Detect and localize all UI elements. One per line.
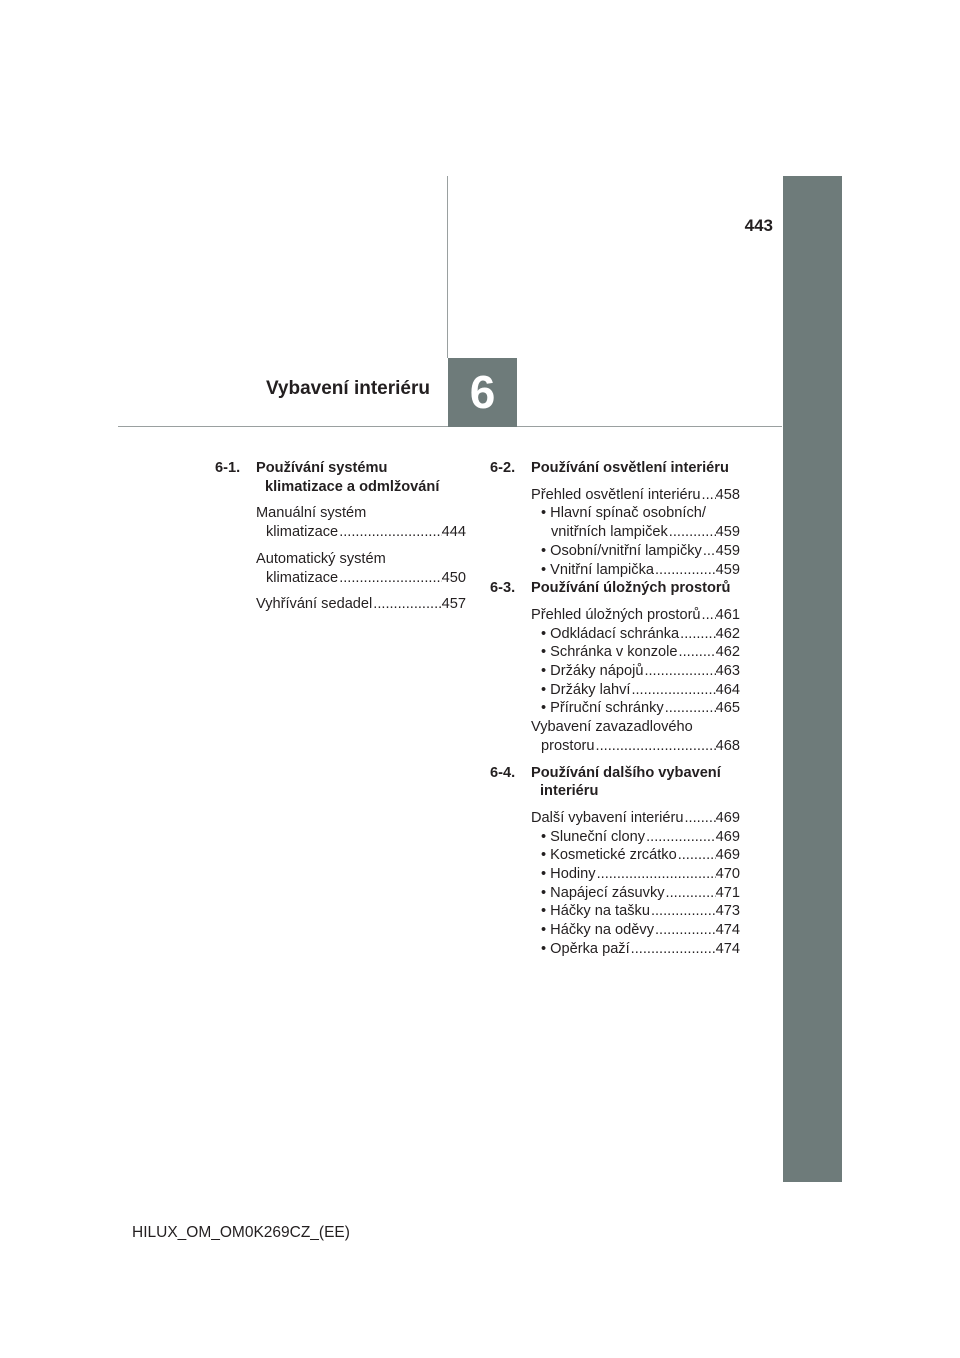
section-number: 6-3. <box>490 580 516 597</box>
section-title-line2: klimatizace a odmlžování <box>265 478 440 495</box>
toc-bullet-item[interactable] <box>531 681 740 700</box>
entry-label: Přehled úložných prostorů <box>531 606 701 623</box>
chapter-side-tab <box>783 176 842 1182</box>
bullet-page: 462 <box>715 625 740 642</box>
toc-bullet-item[interactable] <box>531 699 740 718</box>
entry-page: 457 <box>441 596 466 613</box>
section-number: 6-2. <box>490 460 516 476</box>
chapter-number-box: 6 <box>448 358 517 427</box>
toc-bullet-item[interactable] <box>531 561 740 580</box>
bullet-page: 463 <box>715 663 740 680</box>
entry-page: 461 <box>715 606 740 623</box>
toc-section-heading[interactable] <box>215 459 466 496</box>
entry-label: Další vybavení interiéru <box>531 809 684 826</box>
entry-label-line1: Manuální systém <box>256 505 367 522</box>
dot-leader <box>679 625 715 644</box>
bullet-label: • Napájecí zásuvky <box>541 884 665 901</box>
bullet-label: • Držáky nápojů <box>541 663 644 680</box>
bullet-page: 469 <box>715 847 740 864</box>
toc-entry[interactable] <box>531 718 740 755</box>
section-title-line1: Používání dalšího vybavení <box>531 764 721 781</box>
bullet-page: 469 <box>715 828 740 845</box>
toc-right-column <box>490 459 740 959</box>
section-title: Používání osvětlení interiéru <box>531 460 729 476</box>
section-title-line1: Používání systému <box>256 460 388 476</box>
dot-leader <box>702 542 716 561</box>
toc-bullet-item[interactable] <box>531 884 740 903</box>
toc-section-heading[interactable] <box>490 459 740 478</box>
bullet-label: • Schránka v konzole <box>541 644 678 661</box>
bullet-page: 474 <box>715 922 740 939</box>
entry-page: 450 <box>441 569 466 586</box>
dot-leader <box>595 737 716 756</box>
section-title: Používání úložných prostorů <box>531 580 731 597</box>
bullet-label: • Háčky na tašku <box>541 903 650 920</box>
toc-bullet-list <box>531 625 740 719</box>
dot-leader <box>338 523 441 542</box>
toc-bullet-item[interactable] <box>531 865 740 884</box>
chapter-title: Vybavení interiéru <box>265 378 430 399</box>
bullet-page: 459 <box>715 561 740 578</box>
entry-label-line2: prostoru <box>541 737 595 754</box>
toc-left-column <box>215 459 466 622</box>
dot-leader <box>643 662 715 681</box>
dot-leader <box>684 809 716 828</box>
toc-section-heading[interactable] <box>490 579 740 598</box>
header-vertical-rule <box>447 176 448 358</box>
entry-label-line1: Automatický systém <box>256 550 386 567</box>
bullet-label: • Opěrka paží <box>541 940 630 957</box>
entry-label: Přehled osvětlení interiéru <box>531 486 701 503</box>
toc-bullet-item[interactable] <box>531 940 740 959</box>
dot-leader <box>664 699 716 718</box>
bullet-page: 465 <box>715 700 740 717</box>
entry-label-line2: klimatizace <box>266 569 339 586</box>
page-number: 443 <box>744 216 773 235</box>
section-title-line2: interiéru <box>540 783 599 800</box>
bullet-page: 459 <box>715 542 740 559</box>
section-number: 6-4. <box>490 764 516 781</box>
toc-bullet-item[interactable] <box>531 921 740 940</box>
bullet-page: 470 <box>715 866 740 883</box>
bullet-label: • Sluneční clony <box>541 828 646 845</box>
bullet-label: • Vnitřní lampička <box>541 561 654 578</box>
dot-leader <box>677 846 716 865</box>
dot-leader <box>668 523 716 542</box>
bullet-page: 471 <box>715 884 740 901</box>
toc-bullet-item[interactable] <box>531 542 740 561</box>
toc-entry[interactable] <box>256 550 466 587</box>
bullet-page: 474 <box>715 940 740 957</box>
dot-leader <box>678 643 716 662</box>
toc-entry[interactable] <box>256 595 466 614</box>
entry-page: 458 <box>715 486 740 503</box>
toc-entry[interactable] <box>531 486 740 505</box>
dot-leader <box>630 681 715 700</box>
bullet-label: • Příruční schránky <box>541 700 664 717</box>
entry-page: 444 <box>441 524 466 541</box>
bullet-label: • Kosmetické zrcátko <box>541 847 677 864</box>
bullet-label-line2: vnitřních lampiček <box>551 524 668 541</box>
bullet-page: 459 <box>715 524 740 541</box>
bullet-page: 473 <box>715 903 740 920</box>
dot-leader <box>701 486 716 505</box>
dot-leader <box>650 902 716 921</box>
bullet-page: 464 <box>715 681 740 698</box>
toc-bullet-item[interactable] <box>531 902 740 921</box>
toc-bullet-item[interactable] <box>531 662 740 681</box>
dot-leader <box>338 569 441 588</box>
entry-label-line2: klimatizace <box>266 524 339 541</box>
bullet-label-line1: • Hlavní spínač osobních/ <box>541 505 706 522</box>
section-number: 6-1. <box>215 460 241 476</box>
dot-leader <box>665 884 716 903</box>
dot-leader <box>645 828 716 847</box>
toc-entry[interactable] <box>531 606 740 625</box>
dot-leader <box>654 561 716 580</box>
toc-bullet-item[interactable] <box>531 625 740 644</box>
toc-entry[interactable] <box>256 504 466 541</box>
footer-document-code: HILUX_OM_OM0K269CZ_(EE) <box>132 1224 350 1241</box>
bullet-label: • Háčky na oděvy <box>541 922 654 939</box>
entry-label-line1: Vybavení zavazadlového <box>531 719 693 736</box>
bullet-label: • Odkládací schránka <box>541 625 680 642</box>
dot-leader <box>372 595 441 614</box>
toc-entry[interactable] <box>531 809 740 828</box>
toc-bullet-item[interactable] <box>531 846 740 865</box>
bullet-label: • Osobní/vnitřní lampičky <box>541 542 702 559</box>
bullet-page: 462 <box>715 644 740 661</box>
dot-leader <box>596 865 716 884</box>
toc-bullet-item[interactable] <box>531 504 740 541</box>
toc-section-heading[interactable] <box>490 764 740 801</box>
dot-leader <box>630 940 716 959</box>
toc-bullet-item[interactable] <box>531 828 740 847</box>
entry-page: 469 <box>715 809 740 826</box>
dot-leader <box>701 606 716 625</box>
toc-bullet-item[interactable] <box>531 643 740 662</box>
entry-label: Vyhřívání sedadel <box>256 596 373 613</box>
toc-bullet-list <box>531 504 740 579</box>
dot-leader <box>654 921 716 940</box>
bullet-label: • Hodiny <box>541 866 596 883</box>
toc-bullet-list <box>531 828 740 959</box>
entry-page: 468 <box>715 737 740 754</box>
bullet-label: • Držáky lahví <box>541 681 631 698</box>
